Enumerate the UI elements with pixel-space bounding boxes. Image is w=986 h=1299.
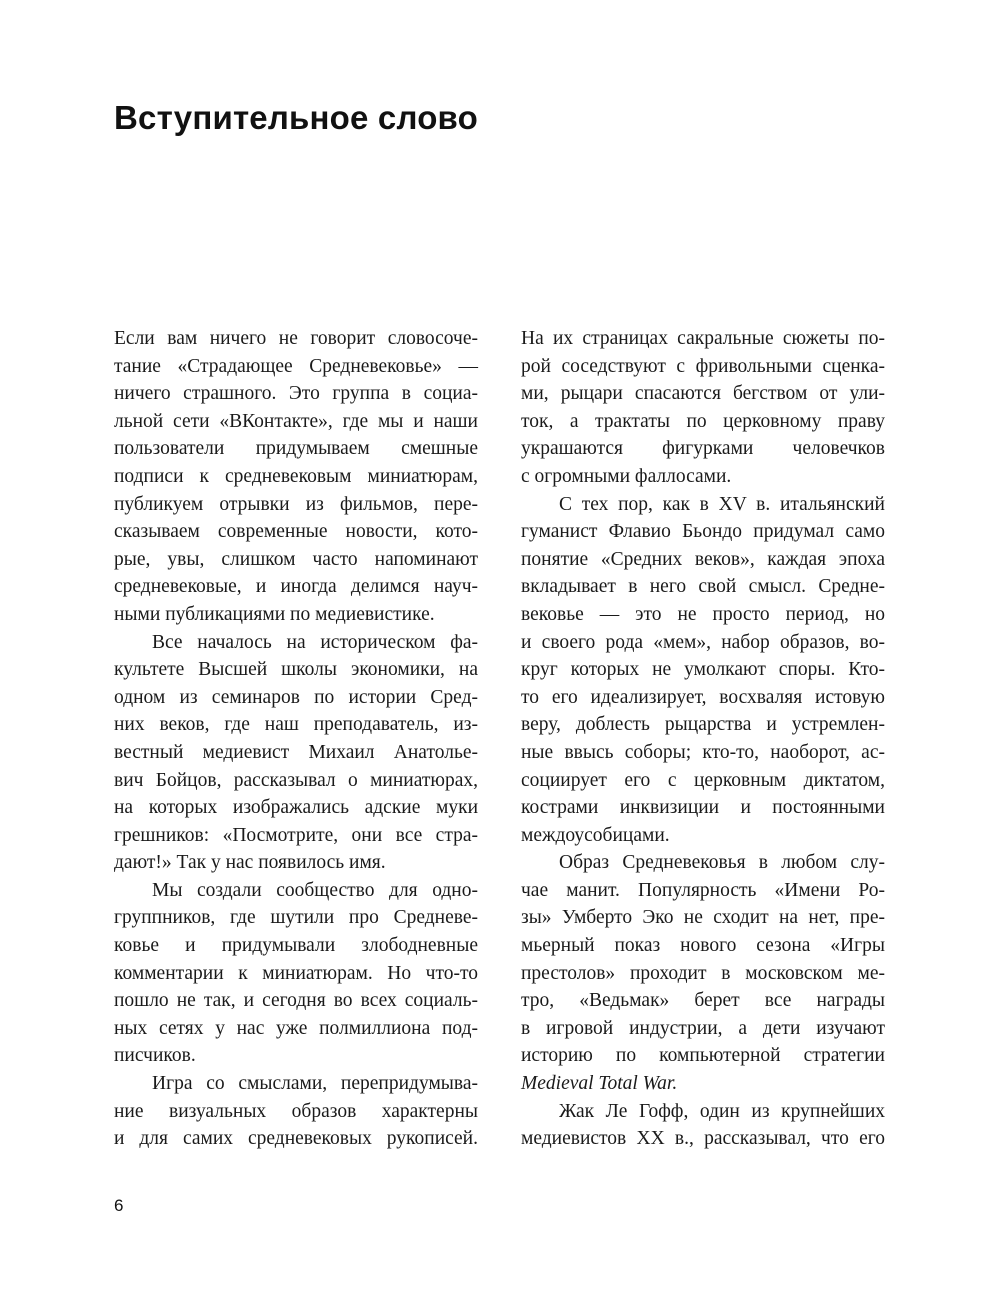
- text-line: грешников: «Посмотрите, они все стра-: [114, 824, 478, 846]
- text-line: кострами инквизиции и постоянными: [521, 797, 885, 819]
- text-line: украшаются фигурками человечков: [521, 438, 885, 460]
- text-line: ничего страшного. Это группа в социа-: [114, 383, 478, 405]
- text-line: ных сетях у нас уже полмиллиона под-: [114, 1017, 478, 1039]
- text-line: дают!» Так у нас появилось имя.: [114, 852, 386, 874]
- text-line: вестный медиевист Михаил Анатолье-: [114, 741, 478, 763]
- text-line: группников, где шутили про Средневе-: [114, 907, 478, 929]
- text-line: Образ Средневековья в любом слу-: [559, 852, 885, 874]
- text-line-italic-title: Medieval Total War.: [521, 1073, 678, 1095]
- text-line: пошло не так, и сегодня во всех социаль-: [114, 990, 478, 1012]
- text-line: культете Высшей школы экономики, на: [114, 659, 478, 681]
- text-line: них веков, где наш преподаватель, из-: [114, 714, 478, 736]
- text-line: подписи к средневековым миниатюрам,: [114, 465, 478, 487]
- text-line: круг которых не умолкают споры. Кто-: [521, 659, 885, 681]
- text-line: писчиков.: [114, 1045, 196, 1067]
- text-line: льной сети «ВКонтакте», где мы и наши: [114, 410, 478, 432]
- text-line: Жак Ле Гофф, один из крупнейших: [559, 1100, 885, 1122]
- text-line: комментарии к миниатюрам. Но что-то: [114, 962, 478, 984]
- text-line: в игровой индустрии, а дети изучают: [521, 1017, 885, 1039]
- text-line: гуманист Флавио Бьондо придумал само: [521, 521, 885, 543]
- text-line: понятие «Средних веков», каждая эпоха: [521, 548, 885, 570]
- text-line: тание «Страдающее Средневековье» —: [114, 355, 478, 377]
- text-line: престолов» проходит в московском ме-: [521, 962, 885, 984]
- text-line: Если вам ничего не говорит словосоче-: [114, 328, 478, 349]
- text-line: Мы создали сообщество для одно-: [152, 879, 478, 901]
- text-line: на которых изображались адские муки: [114, 797, 478, 819]
- text-line: медиевистов XX в., рассказывал, что его: [521, 1128, 885, 1150]
- text-line: веру, доблесть рыцарства и устремлен-: [521, 714, 885, 736]
- text-line: междоусобицами.: [521, 824, 670, 846]
- text-line: вкладывает в него свой смысл. Средне-: [521, 576, 885, 598]
- text-line: историю по компьютерной стратегии: [521, 1045, 885, 1067]
- text-line: ток, а трактаты по церковному праву: [521, 410, 885, 432]
- right-text-column: [521, 325, 885, 1153]
- chapter-title: Вступительное слово: [114, 99, 478, 136]
- text-line: тро, «Ведьмак» берет все награды: [521, 990, 885, 1012]
- text-line: то его идеализирует, восхваляя истовую: [521, 686, 885, 708]
- text-line: с огромными фаллосами.: [521, 465, 732, 487]
- text-line: ные ввысь соборы; кто-то, наоборот, ас-: [521, 741, 885, 763]
- text-line: ми, рыцари спасаются бегством от ули-: [521, 383, 885, 405]
- text-line: пользователи придумываем смешные: [114, 438, 478, 460]
- text-line: ными публикациями по медиевистике.: [114, 603, 435, 625]
- text-line: На их страницах сакральные сюжеты по-: [521, 328, 885, 349]
- text-line: чае манит. Популярность «Имени Ро-: [521, 879, 885, 901]
- text-line: вековье — это не просто период, но: [521, 603, 885, 625]
- text-line: вич Бойцов, рассказывал о миниатюрах,: [114, 769, 478, 791]
- text-line: рой соседствуют с фривольными сценка-: [521, 355, 885, 377]
- left-text-column: [114, 325, 478, 1153]
- text-line: ковье и придумывали злободневные: [114, 935, 478, 957]
- text-line: одном из семинаров по истории Сред-: [114, 686, 478, 708]
- text-line: зы» Умберто Эко не сходит на нет, пре-: [521, 907, 885, 929]
- text-line: публикуем отрывки из фильмов, пере-: [114, 493, 478, 515]
- text-line: С тех пор, как в XV в. итальянский: [559, 493, 885, 515]
- text-line: мьерный показ нового сезона «Игры: [521, 935, 885, 957]
- page-number: 6: [114, 1196, 124, 1215]
- text-line: социирует его с церковным диктатом,: [521, 769, 885, 791]
- text-line: и для самих средневековых рукописей.: [114, 1128, 478, 1150]
- text-line: рые, увы, слишком часто напоминают: [114, 548, 478, 570]
- text-line: средневековые, и иногда делимся науч-: [114, 576, 478, 598]
- text-line: и своего рода «мем», набор образов, во-: [521, 631, 885, 653]
- text-line: Все началось на историческом фа-: [152, 631, 478, 653]
- text-line: Игра со смыслами, перепридумыва-: [152, 1073, 478, 1095]
- text-line: сказываем современные новости, кото-: [114, 521, 478, 543]
- text-line: ние визуальных образов характерны: [114, 1100, 478, 1122]
